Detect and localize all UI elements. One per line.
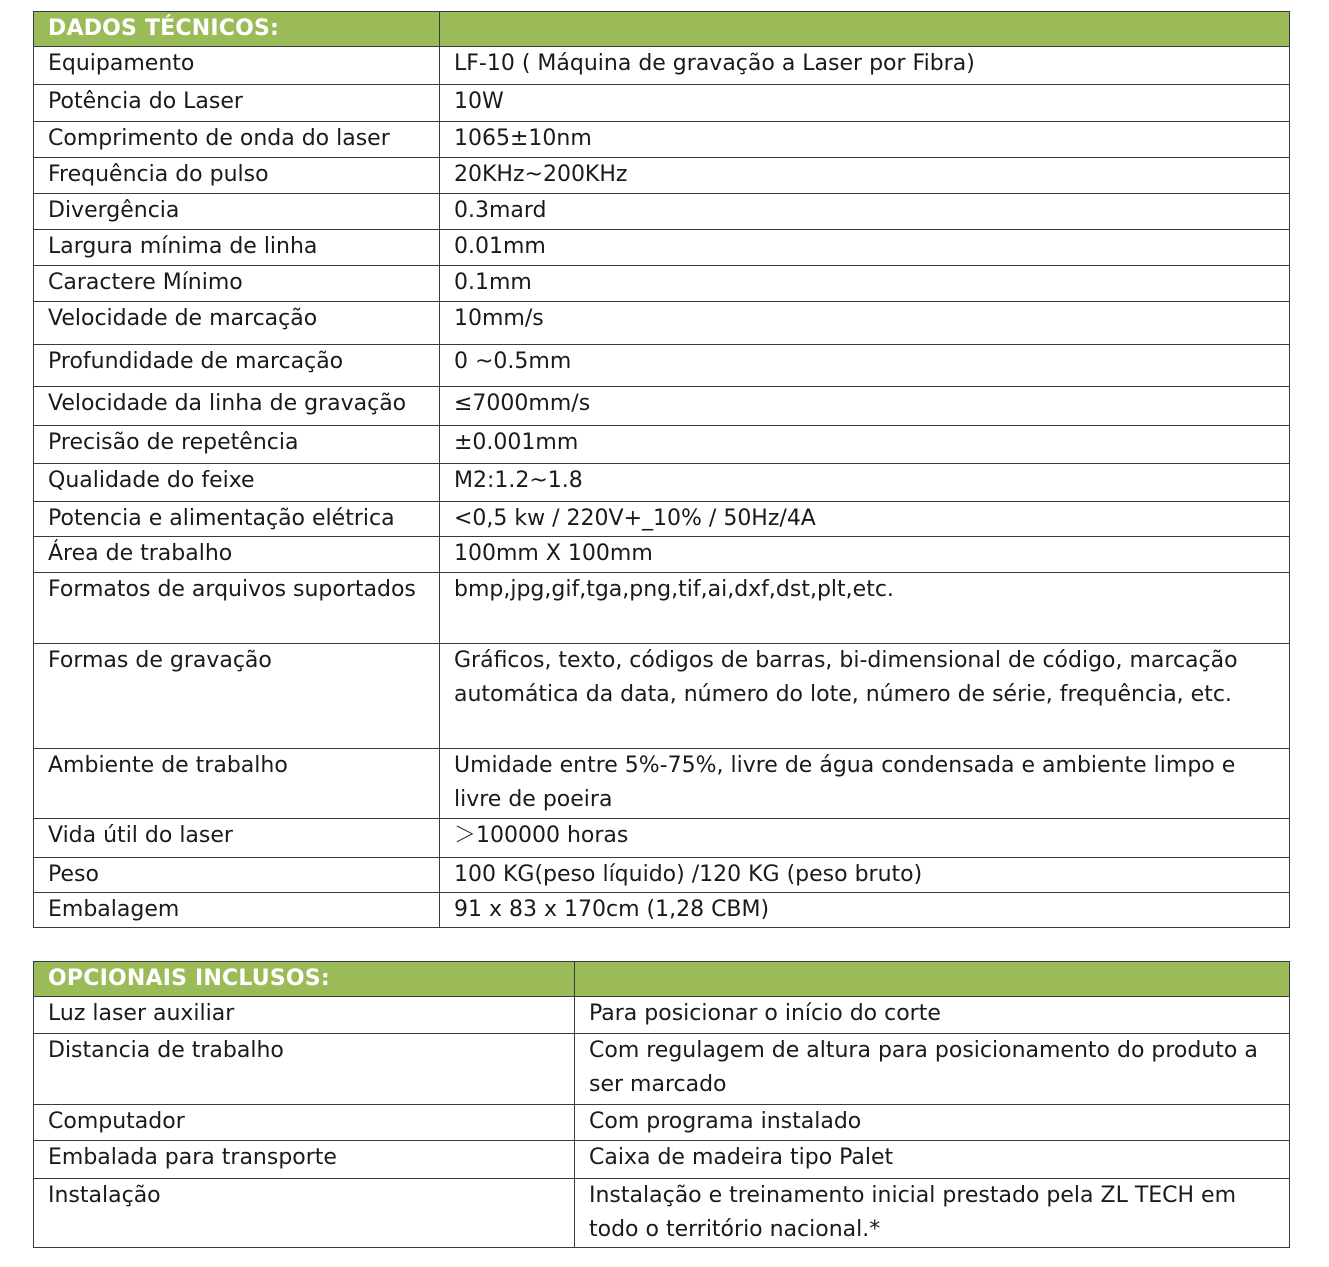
optional-item-row bbox=[34, 1141, 1290, 1179]
technical-data-value: <0,5 kw / 220V+_10% / 50Hz/4A bbox=[440, 502, 1290, 537]
technical-data-value: ≤7000mm/s bbox=[440, 387, 1290, 426]
technical-data-row bbox=[34, 819, 1290, 858]
technical-data-label: Largura mínima de linha bbox=[34, 230, 440, 266]
technical-data-label: Divergência bbox=[34, 194, 440, 230]
optional-items-table bbox=[33, 961, 1290, 1248]
technical-data-label: Velocidade de marcação bbox=[34, 302, 440, 345]
optional-item-value: Instalação e treinamento inicial prestado pela ZL TECH em todo o território nacional.* bbox=[575, 1179, 1290, 1248]
technical-data-label: Velocidade da linha de gravação bbox=[34, 387, 440, 426]
technical-data-value: 0.1mm bbox=[440, 266, 1290, 302]
technical-data-row bbox=[34, 573, 1290, 644]
technical-data-row bbox=[34, 158, 1290, 194]
technical-data-row bbox=[34, 893, 1290, 928]
technical-data-value: Umidade entre 5%-75%, livre de água condensada e ambiente limpo e livre de poeira bbox=[440, 749, 1290, 819]
technical-data-label: Formas de gravação bbox=[34, 644, 440, 749]
technical-data-value: LF-10 ( Máquina de gravação a Laser por Fibra) bbox=[440, 47, 1290, 85]
technical-data-label: Frequência do pulso bbox=[34, 158, 440, 194]
technical-data-table bbox=[33, 11, 1290, 928]
optional-item-value: Com regulagem de altura para posicionamento do produto a ser marcado bbox=[575, 1034, 1290, 1105]
technical-data-value: 91 x 83 x 170cm (1,28 CBM) bbox=[440, 893, 1290, 928]
technical-data-label: Comprimento de onda do laser bbox=[34, 122, 440, 158]
technical-data-value: 10mm/s bbox=[440, 302, 1290, 345]
technical-data-label: Área de trabalho bbox=[34, 537, 440, 573]
technical-data-value: ＞100000 horas bbox=[440, 819, 1290, 858]
technical-data-value: 100mm X 100mm bbox=[440, 537, 1290, 573]
technical-data-value: 20KHz~200KHz bbox=[440, 158, 1290, 194]
technical-data-row bbox=[34, 230, 1290, 266]
technical-data-label: Precisão de repetência bbox=[34, 426, 440, 464]
technical-data-value: 100 KG(peso líquido) /120 KG (peso bruto) bbox=[440, 858, 1290, 893]
technical-data-header-blank bbox=[440, 12, 1290, 47]
technical-data-row bbox=[34, 387, 1290, 426]
technical-data-value: 10W bbox=[440, 85, 1290, 122]
technical-data-row bbox=[34, 644, 1290, 749]
optional-item-label: Computador bbox=[34, 1105, 575, 1141]
technical-data-label: Potência do Laser bbox=[34, 85, 440, 122]
technical-data-row bbox=[34, 194, 1290, 230]
technical-data-label: Profundidade de marcação bbox=[34, 345, 440, 387]
optional-items-header-row bbox=[34, 962, 1290, 997]
technical-data-label: Potencia e alimentação elétrica bbox=[34, 502, 440, 537]
technical-data-label: Peso bbox=[34, 858, 440, 893]
technical-data-header-row bbox=[34, 12, 1290, 47]
technical-data-value: Gráficos, texto, códigos de barras, bi-dimensional de código, marcação automática da data, número do lote, número de série, frequência, etc. bbox=[440, 644, 1290, 749]
optional-item-label: Luz laser auxiliar bbox=[34, 997, 575, 1034]
optional-item-row bbox=[34, 1034, 1290, 1105]
optional-item-label: Embalada para transporte bbox=[34, 1141, 575, 1179]
optional-item-label: Instalação bbox=[34, 1179, 575, 1248]
technical-data-value: M2:1.2~1.8 bbox=[440, 464, 1290, 502]
technical-data-label: Embalagem bbox=[34, 893, 440, 928]
technical-data-row bbox=[34, 426, 1290, 464]
technical-data-value: ±0.001mm bbox=[440, 426, 1290, 464]
optional-items-header-blank bbox=[575, 962, 1290, 997]
optional-item-label: Distancia de trabalho bbox=[34, 1034, 575, 1105]
technical-data-label: Ambiente de trabalho bbox=[34, 749, 440, 819]
technical-data-row bbox=[34, 122, 1290, 158]
optional-item-row bbox=[34, 1179, 1290, 1248]
optional-item-value: Para posicionar o início do corte bbox=[575, 997, 1290, 1034]
technical-data-row bbox=[34, 502, 1290, 537]
technical-data-row bbox=[34, 266, 1290, 302]
optional-items-body bbox=[34, 962, 1290, 1248]
technical-data-row bbox=[34, 302, 1290, 345]
optional-item-row bbox=[34, 1105, 1290, 1141]
technical-data-label: Caractere Mínimo bbox=[34, 266, 440, 302]
optional-item-row bbox=[34, 997, 1290, 1034]
technical-data-label: Equipamento bbox=[34, 47, 440, 85]
technical-data-value: 0.01mm bbox=[440, 230, 1290, 266]
technical-data-row bbox=[34, 47, 1290, 85]
technical-data-value: 0 ~0.5mm bbox=[440, 345, 1290, 387]
technical-data-row bbox=[34, 858, 1290, 893]
technical-data-value: bmp,jpg,gif,tga,png,tif,ai,dxf,dst,plt,etc. bbox=[440, 573, 1290, 644]
technical-data-label: Formatos de arquivos suportados bbox=[34, 573, 440, 644]
technical-data-value: 0.3mard bbox=[440, 194, 1290, 230]
technical-data-row bbox=[34, 345, 1290, 387]
technical-data-body bbox=[34, 12, 1290, 928]
optional-item-value: Caixa de madeira tipo Palet bbox=[575, 1141, 1290, 1179]
technical-data-label: Vida útil do laser bbox=[34, 819, 440, 858]
technical-data-row bbox=[34, 749, 1290, 819]
optional-items-heading: OPCIONAIS INCLUSOS: bbox=[34, 962, 575, 997]
technical-data-row bbox=[34, 537, 1290, 573]
technical-data-label: Qualidade do feixe bbox=[34, 464, 440, 502]
technical-data-value: 1065±10nm bbox=[440, 122, 1290, 158]
technical-data-row bbox=[34, 85, 1290, 122]
technical-data-heading: DADOS TÉCNICOS: bbox=[34, 12, 440, 47]
optional-item-value: Com programa instalado bbox=[575, 1105, 1290, 1141]
technical-data-row bbox=[34, 464, 1290, 502]
